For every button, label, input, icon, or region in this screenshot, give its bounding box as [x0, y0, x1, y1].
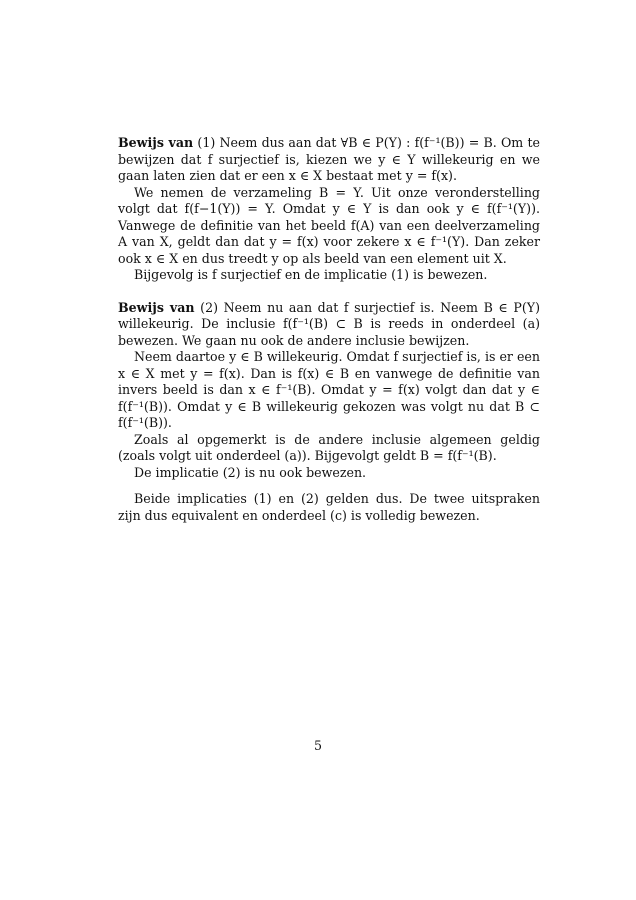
proof-1-paragraph-3: Bijgevolg is f surjectief en de implicatie (1) is bewezen.	[134, 267, 488, 282]
page-number: 5	[313, 738, 322, 753]
proof-2-paragraph	[118, 300, 540, 350]
proof-1-paragraph	[118, 135, 540, 185]
proof-2-text: (2) Neem nu aan dat f surjectief is. Neem B ∈ P(Y) willekeurig. De inclusie f(f⁻¹(B) ⊂ B is reeds in onderdeel (a) bewezen. We gaan nu ook de andere inclusie bewijzen.	[118, 299, 540, 348]
proof-2-paragraph-3: Zoals al opgemerkt is de andere inclusie algemeen geldig (zoals volgt uit onderdeel (a)). Bijgevolgt geldt B = f(f⁻¹(B).	[118, 431, 540, 463]
proof-1-heading: Bewijs van	[118, 135, 194, 150]
proof-2-paragraph-4: De implicatie (2) is nu ook bewezen.	[134, 464, 367, 480]
proof-2-heading: Bewijs van	[118, 299, 195, 315]
conclusion-paragraph: Beide implicaties (1) en (2) gelden dus. De twee uitspraken zijn dus equivalent en onderdeel (c) is volledig bewezen.	[118, 491, 540, 523]
page-body	[118, 135, 540, 524]
proof-1-text: (1) Neem dus aan dat ∀B ∈ P(Y) : f(f⁻¹(B)) = B. Om te bewijzen dat f surjectief is, kiezen we y ∈ Y willekeurig en we gaan laten zien dat er een x ∈ X bestaat met y = f(x).	[118, 135, 540, 183]
proof-2-paragraph-2: Neem daartoe y ∈ B willekeurig. Omdat f surjectief is, is er een x ∈ X met y = f(x). Dan is f(x) ∈ B en vanwege de definitie van invers beeld is dan x ∈ f⁻¹(B). Omdat y = f(x) volgt dan dat y ∈ f(f⁻¹(B)). Omdat y ∈ B willekeurig gekozen was volgt nu dat B ⊂ f(f⁻¹(B)).	[118, 349, 540, 430]
proof-1-paragraph-2: We nemen de verzameling B = Y. Uit onze veronderstelling volgt dat f(f−1(Y)) = Y. Omdat y ∈ Y is dan ook y ∈ f(f⁻¹(Y)). Vanwege de definitie van het beeld f(A) van een deelverzameling A van X, geldt dan dat y = f(x) voor zekere x ∈ f⁻¹(Y). Dan zeker ook x ∈ X en dus treedt y op als beeld van een element uit X.	[118, 184, 540, 266]
